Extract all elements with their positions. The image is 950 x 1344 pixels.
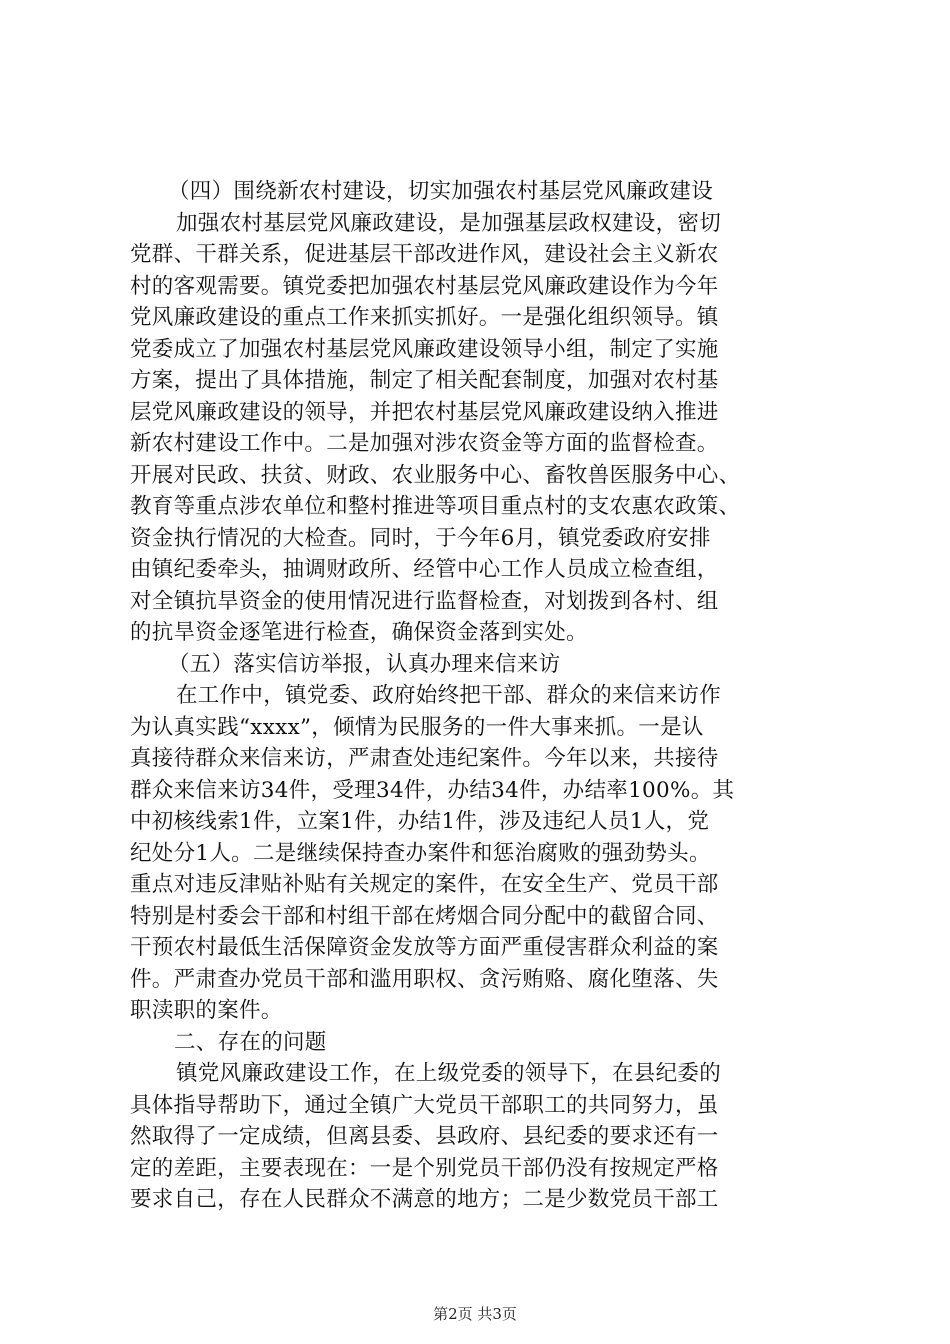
text-line: 中初核线索1件，立案1件，办结1件，涉及违纪人员1人，党 (130, 809, 710, 834)
text-line: （四）围绕新农村建设，切实加强农村基层党风廉政建设 (168, 179, 714, 204)
text-line: 由镇纪委牵头，抽调财政所、经管中心工作人员成立检查组， (130, 557, 719, 582)
text-line: 党委成立了加强农村基层党风廉政建设领导小组，制定了实施 (130, 336, 719, 362)
text-line: 教育等重点涉农单位和整村推进等项目重点村的支农惠农政策、 (130, 494, 741, 519)
text-line: （五）落实信访举报，认真办理来信来访 (168, 651, 561, 677)
text-line: 加强农村基层党风廉政建设，是加强基层政权建设，密切 (176, 210, 722, 236)
text-line: 对全镇抗旱资金的使用情况进行监督检查，对划拨到各村、组 (130, 588, 719, 614)
text-line: 村的客观需要。镇党委把加强农村基层党风廉政建设作为今年 (130, 273, 719, 299)
text-line: 然取得了一定成绩，但离县委、县政府、县纪委的要求还有一 (130, 1124, 719, 1149)
text-line: 层党风廉政建设的领导，并把农村基层党风廉政建设纳入推进 (130, 399, 719, 425)
text-line: 具体指导帮助下，通过全镇广大党员干部职工的共同努力，虽 (130, 1092, 719, 1118)
text-line: 镇党风廉政建设工作，在上级党委的领导下，在县纪委的 (176, 1061, 722, 1086)
text-line: 方案，提出了具体措施，制定了相关配套制度，加强对农村基 (130, 368, 719, 393)
text-line: 为认真实践“xxxx”，倾情为民服务的一件大事来抓。一是认 (130, 714, 704, 740)
text-line: 的抗旱资金逐笔进行检查，确保资金落到实处。 (130, 620, 588, 645)
text-line: 党风廉政建设的重点工作来抓实抓好。一是强化组织领导。镇 (130, 305, 719, 330)
text-line: 在工作中，镇党委、政府始终把干部、群众的来信来访作 (176, 683, 722, 708)
text-line: 二、存在的问题 (174, 1029, 327, 1055)
text-line: 群众来信来访34件，受理34件，办结34件，办结率100%。其 (130, 777, 735, 803)
page-footer: 第2页 共3页 (433, 1305, 517, 1323)
text-line: 纪处分1人。二是继续保持查办案件和惩治腐败的强劲势头。 (130, 840, 711, 866)
text-line: 真接待群众来信来访，严肃查处违纪案件。今年以来，共接待 (130, 746, 719, 771)
document-body (130, 176, 830, 1216)
text-line: 新农村建设工作中。二是加强对涉农资金等方面的监督检查。 (130, 431, 719, 456)
text-line: 重点对违反津贴补贴有关规定的案件，在安全生产、党员干部 (130, 872, 719, 897)
text-line: 定的差距，主要表现在：一是个别党员干部仍没有按规定严格 (130, 1155, 719, 1181)
text-line: 件。严肃查办党员干部和滥用职权、贪污贿赂、腐化堕落、失 (130, 966, 719, 992)
text-line: 党群、干群关系，促进基层干部改进作风，建设社会主义新农 (130, 242, 719, 267)
text-line: 要求自己，存在人民群众不满意的地方；二是少数党员干部工 (130, 1187, 719, 1212)
text-line: 干预农村最低生活保障资金发放等方面严重侵害群众利益的案 (130, 935, 719, 960)
text-line: 资金执行情况的大检查。同时，于今年6月，镇党委政府安排 (130, 525, 711, 551)
text-line: 职渎职的案件。 (130, 998, 283, 1023)
text-line: 开展对民政、扶贫、财政、农业服务中心、畜牧兽医服务中心、 (130, 462, 741, 488)
text-line: 特别是村委会干部和村组干部在烤烟合同分配中的截留合同、 (130, 903, 719, 929)
